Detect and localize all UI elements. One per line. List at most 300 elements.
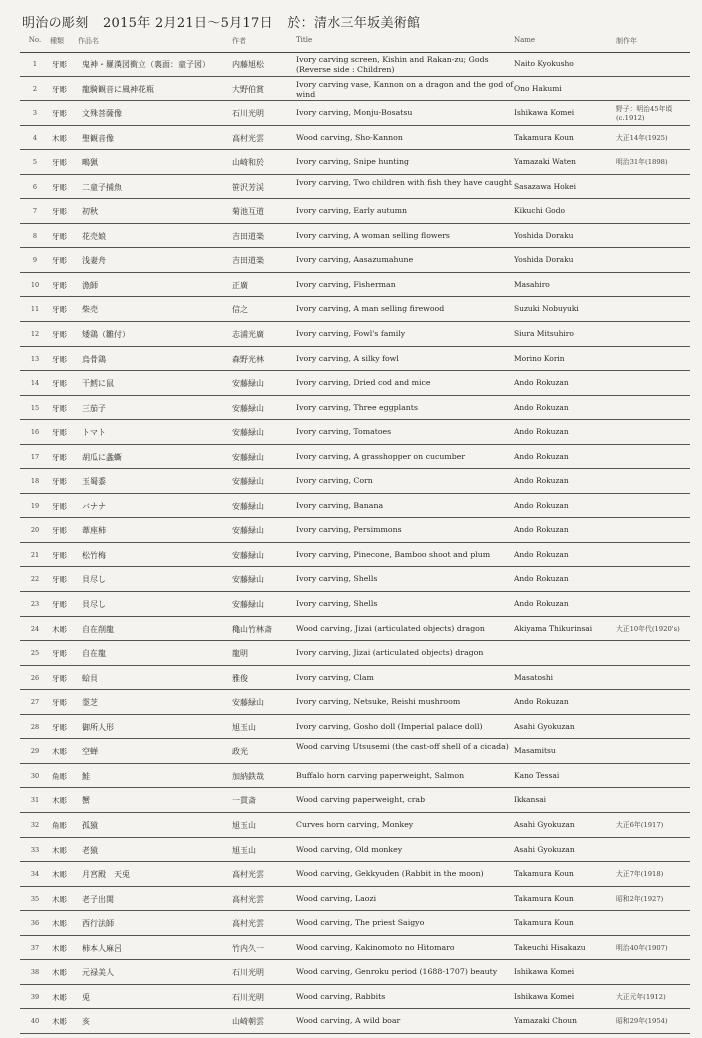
row-artist-en: Ando Rokuzan [514,378,569,388]
row-title-en: Ivory carving, A grasshopper on cucumber [296,451,466,461]
row-number: 33 [30,845,40,854]
row-title-en: Ivory carving, Snipe hunting [296,157,410,167]
row-title-en: Buffalo horn carving paperweight, Salmon [296,770,465,780]
row-title-jp: 亥 [82,1017,90,1027]
table-row [20,518,690,543]
row-number: 12 [30,330,40,339]
row-title-en: Ivory carving, Monju-Bosatsu [296,108,413,118]
col-artist-jp: 作者 [232,37,246,45]
row-number: 37 [30,943,40,952]
row-artist-en: Ando Rokuzan [514,599,569,609]
row-artist-en: Ando Rokuzan [514,697,569,707]
row-artist-jp: 吉田道楽 [232,231,264,241]
row-artist-en: Takamura Koun [514,132,574,142]
table-row [20,592,690,617]
row-title-jp: 初秋 [82,207,98,217]
row-artist-en: Ando Rokuzan [514,525,569,535]
row-type: 牙彫 [52,182,67,192]
table-row [20,469,690,494]
row-type: 牙彫 [52,550,67,560]
row-artist-en: Kikuchi Godo [514,206,566,216]
table-row [20,887,690,912]
row-artist-en: Ando Rokuzan [514,402,569,412]
col-artist-en: Name [514,36,536,44]
table-row [20,150,690,175]
row-type: 木彫 [52,894,67,904]
table-row [20,371,690,396]
row-title-jp: 玉蜀黍 [82,477,106,487]
table-row [20,420,690,445]
row-date: 大正6年(1917) [616,820,664,829]
table-row [20,396,690,421]
row-type: 牙彫 [52,477,67,487]
row-artist-jp: 菊池互道 [232,207,264,217]
row-type: 牙彫 [52,84,67,94]
row-artist-jp: 雅俊 [232,673,248,683]
row-number: 25 [30,649,40,658]
row-title-en: Ivory carving, Shells [296,599,378,609]
row-title-jp: 自在削龍 [82,624,114,634]
row-artist-en: Siura Mitsuhiro [514,329,574,339]
row-number: 22 [30,575,40,584]
table-row [20,1009,690,1034]
row-type: 牙彫 [52,673,67,683]
row-type: 牙彫 [52,379,67,389]
row-type: 木彫 [52,845,67,855]
row-type: 牙彫 [52,428,67,438]
row-number: 17 [30,452,40,461]
row-title-jp: 蟹 [82,796,90,806]
col-date: 制作年 [616,37,637,45]
row-title-en: Wood carving, Laozi [296,893,377,903]
row-type: 木彫 [52,747,67,757]
row-title-en: Wood carving Utsusemi (the cast-off shell of a cicada) [296,742,509,752]
row-number: 39 [30,992,40,1001]
row-title-jp: 龍騎観音に風神花瓶 [82,84,154,94]
row-title-jp: 空蝉 [82,747,98,757]
row-number: 30 [30,771,40,780]
row-title-en: Ivory carving, Gosho doll (Imperial palace doll) [296,721,483,731]
row-type: 牙彫 [52,403,67,413]
row-artist-jp: 信之 [232,305,248,315]
table-row [20,445,690,470]
table-row [20,666,690,691]
table-row [20,813,690,838]
row-type: 牙彫 [52,280,67,290]
row-title-jp: 貝尽し [82,575,106,585]
row-title-jp: 霊芝 [82,698,98,708]
row-artist-jp: 一貫斎 [232,796,256,806]
row-number: 24 [30,624,40,633]
row-number: 13 [30,354,40,363]
row-type: 牙彫 [52,60,67,69]
row-title-en: Ivory carving, Pinecone, Bamboo shoot and plum [296,549,491,559]
row-title-jp: 胡瓜に螽蟖 [82,452,122,462]
row-date: 大正10年代(1920's) [616,624,680,633]
row-type: 牙彫 [52,452,67,462]
row-number: 15 [30,403,40,412]
row-title-jp: 孤猿 [82,820,98,830]
row-title-jp: 二童子捕魚 [82,182,122,192]
row-title-jp: 御所人形 [82,722,114,732]
row-number: 6 [32,182,38,191]
row-number: 26 [30,673,40,682]
row-title-jp: 干鱈に鼠 [82,379,114,389]
row-title-jp: 老猿 [82,845,98,855]
row-artist-jp: 山崎朝雲 [232,1017,264,1027]
row-artist-en: Ando Rokuzan [514,476,569,486]
row-title-en: Ivory carving, Dried cod and mice [296,378,431,388]
table-row [20,101,690,126]
row-artist-jp: 安藤緑山 [232,452,264,462]
table-row [20,567,690,592]
row-artist-jp: 穐山竹林斎 [232,624,272,634]
row-artist-jp: 安藤緑山 [232,575,264,585]
row-number: 16 [30,428,40,437]
catalog-table [20,52,690,1034]
row-number: 9 [32,256,38,265]
row-type: 木彫 [52,796,67,806]
table-row [20,936,690,961]
row-title-en: Wood carving, Rabbits [296,991,386,1001]
table-row [20,690,690,715]
row-title-en: Ivory carving, Early autumn [296,206,408,216]
row-number: 10 [30,280,40,289]
row-number: 5 [32,158,38,167]
row-title-en: Wood carving, Jizai (articulated objects) dragon [296,623,485,633]
page-header [22,12,682,38]
row-artist-jp: 高村光雲 [232,870,264,880]
table-row [20,273,690,298]
row-artist-jp: 高村光雲 [232,133,264,143]
row-artist-en: Asahi Gyokuzan [514,844,575,854]
row-title-en: Ivory carving, Aasazumahune [296,255,414,265]
row-number: 8 [32,231,38,240]
row-type: 木彫 [52,992,67,1002]
row-artist-en: Asahi Gyokuzan [514,721,575,731]
row-title-jp: 貝尽し [82,600,106,610]
row-number: 20 [30,526,40,535]
row-artist-en: Masahiro [514,279,550,289]
row-type: 牙彫 [52,158,67,168]
row-artist-jp: 政光 [232,747,248,757]
row-title-en: Ivory carving, Three eggplants [296,402,418,412]
row-artist-jp: 高村光雲 [232,894,264,904]
row-type: 木彫 [52,1017,67,1027]
row-artist-jp: 大野伯賞 [232,84,264,94]
row-artist-en: Ando Rokuzan [514,574,569,584]
row-artist-en: Yamazaki Choun [514,1016,577,1026]
row-title-jp: 浅妻舟 [82,256,106,266]
row-artist-jp: 笹沢芳渓 [232,182,264,192]
row-artist-en: Akiyama Thikurinsai [514,623,593,633]
row-number: 4 [32,133,38,142]
row-artist-en: Takamura Koun [514,869,574,879]
row-type: 牙彫 [52,109,67,119]
row-title-en: Wood carving, The priest Saigyo [296,918,425,928]
row-number: 40 [30,1017,40,1026]
row-title-jp: 聖観音像 [82,133,114,143]
row-type: 牙彫 [52,698,67,708]
row-artist-jp: 安藤緑山 [232,526,264,536]
row-artist-en: Asahi Gyokuzan [514,819,575,829]
row-title-jp: 葦座柿 [82,526,106,536]
row-type: 角彫 [52,771,67,781]
row-artist-en: Ando Rokuzan [514,549,569,559]
row-type: 牙彫 [52,207,67,217]
row-artist-jp: 旭玉山 [232,722,256,732]
table-row [20,838,690,863]
row-artist-en: Ono Hakumi [514,83,562,93]
row-title-jp: 元禄美人 [82,968,114,978]
row-artist-jp: 石川光明 [232,992,264,1002]
row-title-en: Wood carving, Sho-Kannon [296,132,403,142]
row-artist-jp: 旭玉山 [232,820,256,830]
table-row [20,224,690,249]
row-artist-en: Ando Rokuzan [514,500,569,510]
table-row [20,322,690,347]
row-type: 牙彫 [52,501,67,511]
row-number: 38 [30,968,40,977]
row-artist-jp: 安藤緑山 [232,600,264,610]
row-number: 28 [30,722,40,731]
row-type: 牙彫 [52,526,67,536]
row-title-en: Wood carving, Gekkyuden (Rabbit in the moon) [296,869,484,879]
row-title-en: Ivory carving vase, Kannon on a dragon and the god of wind [296,79,514,99]
row-title-en: Ivory carving, Shells [296,574,378,584]
row-artist-en: Ishikawa Komei [514,108,575,118]
row-artist-en: Ishikawa Komei [514,967,575,977]
row-date: 明治31年(1898) [616,158,668,167]
row-title-jp: 鬼神・羅漢図衝立（裏面：童子図） [82,60,210,69]
row-title-jp: 月宮殿 天兎 [82,870,130,880]
row-title-jp: 柿本人麻呂 [82,943,122,953]
row-number: 19 [30,501,40,510]
row-title-en: Ivory carving, Persimmons [296,525,402,535]
row-title-en: Ivory carving, Two children with fish they have caught [296,177,512,187]
row-title-en: Ivory carving, Netsuke, Reishi mushroom [296,697,461,707]
row-type: 木彫 [52,968,67,978]
row-title-jp: 柴売 [82,305,98,315]
row-artist-jp: 森野光林 [232,354,264,364]
row-type: 牙彫 [52,600,67,610]
row-type: 木彫 [52,943,67,953]
row-title-jp: 鴫猟 [82,158,98,168]
row-title-jp: 老子出関 [82,894,114,904]
table-row [20,715,690,740]
row-artist-jp: 山崎和於 [232,158,264,168]
row-type: 牙彫 [52,575,67,585]
row-artist-en: Ando Rokuzan [514,427,569,437]
row-title-jp: 文殊菩薩像 [82,109,122,119]
row-artist-jp: 安藤緑山 [232,698,264,708]
col-no: No. [28,36,42,44]
table-row [20,126,690,151]
row-type: 牙彫 [52,231,67,241]
row-type: 牙彫 [52,354,67,364]
row-number: 32 [30,820,40,829]
row-number: 18 [30,477,40,486]
row-title-en: Ivory carving, Jizai (articulated objects) dragon [296,648,484,658]
col-title-en: Title [296,36,313,44]
row-artist-en: Yamazaki Waten [514,157,576,167]
row-artist-jp: 正廣 [232,280,248,290]
exhibition-title: 明治の彫刻 [22,16,89,31]
table-row [20,199,690,224]
row-number: 1 [32,60,38,68]
row-title-en: Wood carving, Genroku period (1688-1707) beauty [296,967,498,977]
row-artist-jp: 石川光明 [232,109,264,119]
row-number: 27 [30,698,40,707]
column-headers [20,36,690,53]
row-title-jp: 蛤貝 [82,673,98,683]
row-type: 牙彫 [52,256,67,266]
table-row [20,985,690,1010]
table-row [20,248,690,273]
row-artist-en: Takamura Koun [514,893,574,903]
row-date: 大正元年(1912) [616,992,666,1001]
table-row [20,77,690,102]
row-artist-en: Takamura Koun [514,918,574,928]
row-number: 21 [30,550,40,559]
table-row [20,764,690,789]
row-title-jp: 自在龍 [82,649,106,659]
row-type: 木彫 [52,133,67,143]
row-title-jp: 西行法師 [82,919,114,929]
row-artist-en: Suzuki Nobuyuki [514,304,579,314]
row-artist-jp: 内藤旭松 [232,60,264,69]
row-artist-en: Morino Korin [514,353,565,363]
row-artist-en: Ishikawa Komei [514,991,575,1001]
row-title-jp: 鮭 [82,771,90,781]
row-artist-en: Ikkansai [514,795,547,805]
row-number: 29 [30,747,40,756]
row-artist-jp: 吉田道楽 [232,256,264,266]
exhibition-dates: 2015年 2月21日～5月17日 [102,16,273,31]
row-artist-en: Kano Tessai [514,770,560,780]
row-date: 昭和29年(1954) [616,1017,668,1026]
row-number: 36 [30,919,40,928]
row-number: 14 [30,379,40,388]
row-title-jp: 漁師 [82,280,98,290]
row-number: 35 [30,894,40,903]
row-date: 大正14年(1925) [616,133,668,142]
row-title-en: Wood carving, Old monkey [296,844,403,854]
table-row [20,862,690,887]
row-title-en: Wood carving, Kakinomoto no Hitomaro [296,942,455,952]
row-title-jp: 松竹梅 [82,550,106,560]
row-date: 昭和2年(1927) [616,894,664,903]
row-type: 牙彫 [52,649,67,659]
row-artist-jp: 安藤緑山 [232,428,264,438]
row-title-en: Wood carving paperweight, crab [296,795,426,805]
col-type: 種類 [50,37,64,45]
row-number: 3 [32,109,38,118]
table-row [20,52,690,77]
row-artist-jp: 旭玉山 [232,845,256,855]
row-artist-jp: 志浦光廣 [232,330,264,340]
row-title-jp: 烏骨鶏 [82,354,106,364]
row-number: 2 [32,84,38,93]
row-title-en: Ivory carving, A woman selling flowers [296,230,450,240]
row-date: 明治40年(1907) [616,943,668,952]
row-type: 角彫 [52,820,67,830]
row-type: 木彫 [52,919,67,929]
row-artist-en: Yoshida Doraku [514,230,574,240]
row-title-en: Ivory carving, A silky fowl [296,353,399,363]
row-title-en: Ivory carving, Fisherman [296,279,396,289]
col-title-jp: 作品名 [78,37,99,45]
row-artist-jp: 龍明 [232,649,248,659]
row-artist-en: Masatoshi [514,672,554,682]
row-number: 34 [30,870,40,879]
row-artist-en: Yoshida Doraku [514,255,574,265]
row-title-en: Ivory carving, Corn [296,476,373,486]
row-title-en: Ivory carving, A man selling firewood [296,304,445,314]
row-artist-jp: 加納鉄哉 [232,771,264,781]
row-number: 7 [32,207,38,216]
row-title-jp: 兎 [82,992,90,1002]
table-row [20,617,690,642]
table-row [20,175,690,200]
row-title-jp: バナナ [82,501,106,511]
row-date: 大正7年(1918) [616,870,664,879]
table-row [20,788,690,813]
row-artist-en: Ando Rokuzan [514,451,569,461]
table-row [20,297,690,322]
table-row [20,543,690,568]
row-title-en: Ivory carving, Clam [296,672,374,682]
row-artist-jp: 石川光明 [232,968,264,978]
row-artist-jp: 安藤緑山 [232,501,264,511]
table-row [20,347,690,372]
row-artist-jp: 安藤緑山 [232,477,264,487]
row-title-jp: 三茄子 [82,403,106,413]
row-artist-en: Masamitsu [514,746,556,756]
row-artist-jp: 高村光雲 [232,919,264,929]
row-artist-jp: 安藤緑山 [232,550,264,560]
table-row [20,911,690,936]
row-artist-jp: 安藤緑山 [232,403,264,413]
row-title-jp: トマト [82,428,106,438]
row-type: 木彫 [52,870,67,880]
row-artist-en: Sasazawa Hokei [514,181,577,191]
row-type: 牙彫 [52,305,67,315]
row-title-en: Curves horn carving, Monkey [296,819,414,829]
row-artist-en: Takeuchi Hisakazu [514,942,586,952]
row-artist-jp: 竹内久一 [232,943,264,953]
row-artist-jp: 安藤緑山 [232,379,264,389]
exhibition-venue: 於：清水三年坂美術館 [287,16,421,31]
row-title-jp: 花売娘 [82,231,106,241]
row-title-en: Ivory carving screen, Kishin and Rakan-zu; Gods (Reverse side : Children) [296,55,489,74]
row-title-en: Wood carving, A wild boar [296,1016,401,1026]
row-title-en: Ivory carving, Fowl's family [296,329,406,339]
row-number: 23 [30,600,40,609]
table-row [20,494,690,519]
row-type: 牙彫 [52,330,67,340]
row-artist-en: Naito Kyokusho [514,59,574,68]
table-row [20,960,690,985]
row-number: 31 [30,796,40,805]
row-title-en: Ivory carving, Banana [296,500,384,510]
row-type: 牙彫 [52,722,67,732]
row-title-en: Ivory carving, Tomatoes [296,427,392,437]
row-type: 木彫 [52,624,67,634]
row-title-jp: 矮鶏（雛付） [82,330,130,340]
row-number: 11 [30,305,40,314]
table-row [20,739,690,764]
